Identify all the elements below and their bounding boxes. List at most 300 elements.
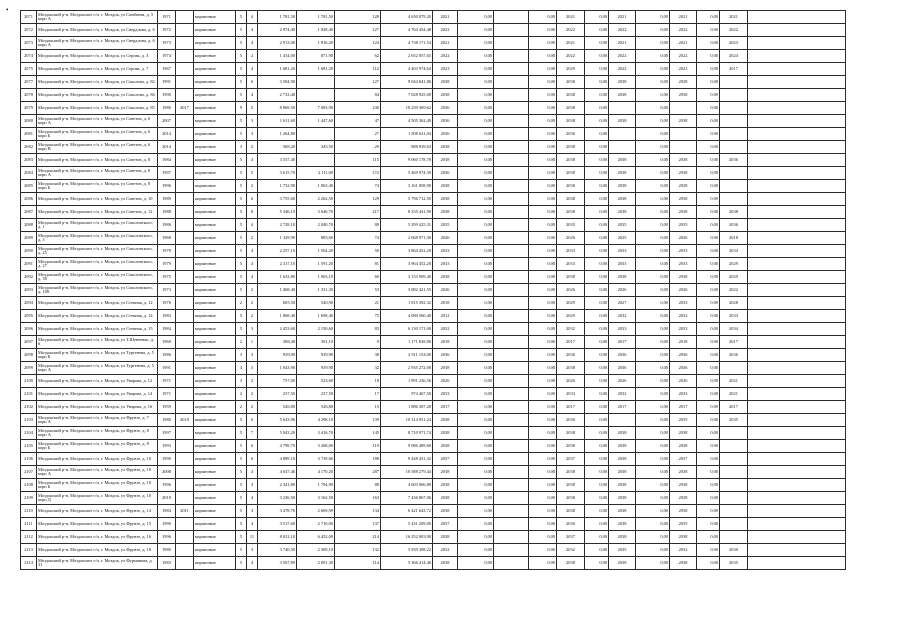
- cell-cost-e: 0,00: [697, 401, 720, 414]
- cell-address: Моздокский р-н, Моздокское г/п, г. Моздок, ул Фрунзе, д. 7 корп А: [37, 414, 158, 427]
- cell-estimated-cost: 9 448 431,32: [381, 453, 433, 466]
- cell-floors: 5: [236, 167, 247, 180]
- cell-cost-c: 0,00: [585, 427, 609, 440]
- cell-year-e: [720, 505, 748, 518]
- housing-register-table: [20, 10, 846, 570]
- cell-total-area: 4 637,46: [258, 466, 297, 479]
- cell-year-b: 2017: [557, 401, 585, 414]
- cell-year-b: 2029: [557, 63, 585, 76]
- cell-total-area: 2 733,40: [258, 89, 297, 102]
- cell-year-e: 2035: [720, 414, 748, 427]
- cell-estimated-cost: 5 939 308,22: [381, 544, 433, 557]
- cell-year-c: 2038: [609, 115, 636, 128]
- cell-floors: 5: [236, 479, 247, 492]
- cell-total-area: 3 236,50: [258, 492, 297, 505]
- cell-planned-year: 2038: [433, 414, 458, 427]
- cell-year-c: 2038: [609, 505, 636, 518]
- cell-living-area: 885,60: [297, 232, 335, 245]
- cell-floors: 5: [236, 492, 247, 505]
- cell-year-d: 2032: [670, 310, 697, 323]
- cell-cost-a: 0,00: [458, 219, 494, 232]
- cell-year-d: 2038: [670, 89, 697, 102]
- cell-year-renovated: [176, 24, 194, 37]
- cell-entrances: 4: [247, 24, 258, 37]
- cell-total-area: 2 913,00: [258, 37, 297, 50]
- cell-year-b: 2038: [557, 76, 585, 89]
- cell-row-number: 2113: [21, 544, 37, 557]
- cell-cost-c: 0,00: [585, 518, 609, 531]
- cell-cost-c: 0,00: [585, 102, 609, 115]
- cell-cost-c: 0,00: [585, 557, 609, 570]
- cell-year-b: 2026: [557, 232, 585, 245]
- cell-total-area: 8 021,10: [258, 531, 297, 544]
- table-row: [21, 557, 846, 570]
- cell-wall-material: кирпичные: [194, 557, 236, 570]
- cell-planned-year: 2038: [433, 271, 458, 284]
- cell-year-b: 2038: [557, 466, 585, 479]
- cell-year-b: 2038: [557, 479, 585, 492]
- cell-cost-a: 0,00: [458, 375, 494, 388]
- cell-wall-material: кирпичные: [194, 50, 236, 63]
- cell-year-renovated: [176, 401, 194, 414]
- cell-row-number: 2112: [21, 531, 37, 544]
- cell-residents: 115: [335, 154, 381, 167]
- cell-cost-b: 0,00: [529, 141, 557, 154]
- cell-year-renovated: [176, 37, 194, 50]
- cell-floors: 5: [236, 310, 247, 323]
- cell-living-area: 1 003,10: [297, 271, 335, 284]
- cell-floors: 5: [236, 76, 247, 89]
- table-row: [21, 336, 846, 349]
- cell-cost-b: 0,00: [529, 63, 557, 76]
- cell-living-area: 3 646,70: [297, 206, 335, 219]
- cell-planned-year: 2036: [433, 167, 458, 180]
- cell-wall-material: кирпичные: [194, 154, 236, 167]
- cell-year-built: 1996: [158, 180, 176, 193]
- cell-year-d: 2037: [670, 453, 697, 466]
- cell-living-area: 345,50: [297, 141, 335, 154]
- cell-floors: 5: [236, 557, 247, 570]
- cell-year-renovated: [176, 76, 194, 89]
- cell-cost-d: 0,00: [636, 102, 670, 115]
- cell-cost-e: 0,00: [697, 232, 720, 245]
- cell-row-number: 2075: [21, 63, 37, 76]
- cell-year-d: 2033: [670, 323, 697, 336]
- cell-cost-a: 0,00: [458, 128, 494, 141]
- cell-cost-e: 0,00: [697, 388, 720, 401]
- cell-year-built: 1986: [158, 102, 176, 115]
- cell-year-e: [720, 453, 748, 466]
- cell-year-built: 1990: [158, 89, 176, 102]
- cell-year-d: 2033: [670, 388, 697, 401]
- table-row: [21, 349, 846, 362]
- cell-empty-b: [748, 37, 846, 50]
- cell-year-c: 2022: [609, 24, 636, 37]
- cell-planned-year: 2035: [433, 219, 458, 232]
- cell-floors: 3: [236, 362, 247, 375]
- cell-wall-material: кирпичные: [194, 401, 236, 414]
- cell-living-area: 2 040,70: [297, 219, 335, 232]
- cell-estimated-cost: 8 335 441,90: [381, 206, 433, 219]
- cell-cost-e: 0,00: [697, 284, 720, 297]
- cell-floors: 2: [236, 388, 247, 401]
- cell-row-number: 2103: [21, 414, 37, 427]
- cell-planned-year: 2038: [433, 206, 458, 219]
- cell-floors: 5: [236, 89, 247, 102]
- cell-year-renovated: [176, 297, 194, 310]
- cell-row-number: 2092: [21, 271, 37, 284]
- cell-row-number: 2079: [21, 102, 37, 115]
- cell-row-number: 2110: [21, 505, 37, 518]
- cell-cost-a: 0,00: [458, 258, 494, 271]
- cell-planned-year: 2038: [433, 141, 458, 154]
- cell-year-b: 2030: [557, 518, 585, 531]
- cell-address: Моздокский р-н, Моздокское г/п, г. Моздок, ул Свердлова, д. 6 корп А: [37, 37, 158, 50]
- cell-year-built: 1993: [158, 440, 176, 453]
- cell-planned-year: 2038: [433, 76, 458, 89]
- cell-cost-b: 0,00: [529, 518, 557, 531]
- cell-empty-a: [494, 518, 529, 531]
- cell-wall-material: кирпичные: [194, 128, 236, 141]
- cell-empty-a: [494, 76, 529, 89]
- cell-estimated-cost: 4 403 974,64: [381, 63, 433, 76]
- cell-residents: 62: [335, 50, 381, 63]
- cell-estimated-cost: 10 314 951,24: [381, 414, 433, 427]
- cell-empty-a: [494, 362, 529, 375]
- cell-empty-b: [748, 349, 846, 362]
- cell-empty-a: [494, 466, 529, 479]
- cell-year-renovated: [176, 531, 194, 544]
- cell-row-number: 2107: [21, 466, 37, 479]
- cell-empty-b: [748, 518, 846, 531]
- cell-year-built: 2007: [158, 115, 176, 128]
- cell-total-area: 605,50: [258, 297, 297, 310]
- cell-planned-year: 2017: [433, 401, 458, 414]
- cell-row-number: 2088: [21, 219, 37, 232]
- cell-cost-b: 0,00: [529, 336, 557, 349]
- cell-year-c: 2036: [609, 362, 636, 375]
- cell-cost-c: 0,00: [585, 206, 609, 219]
- cell-address: Моздокский р-н, Моздокское г/п, г. Моздок, ул Уварова, д. 16: [37, 401, 158, 414]
- cell-cost-a: 0,00: [458, 76, 494, 89]
- cell-empty-b: [748, 128, 846, 141]
- cell-cost-a: 0,00: [458, 141, 494, 154]
- cell-cost-a: 0,00: [458, 24, 494, 37]
- cell-cost-c: 0,00: [585, 115, 609, 128]
- cell-year-e: [720, 141, 748, 154]
- cell-wall-material: кирпичные: [194, 115, 236, 128]
- cell-year-built: 1991: [158, 76, 176, 89]
- table-row: [21, 284, 846, 297]
- cell-row-number: 2106: [21, 453, 37, 466]
- cell-address: Моздокский р-н, Моздокское г/п, г. Моздок, ул Соколова, д. 82: [37, 76, 158, 89]
- cell-residents: 114: [335, 557, 381, 570]
- cell-cost-e: 0,00: [697, 375, 720, 388]
- cell-year-b: 2021: [557, 11, 585, 24]
- cell-floors: 2: [236, 401, 247, 414]
- cell-year-d: 2017: [670, 401, 697, 414]
- cell-entrances: 2: [247, 375, 258, 388]
- cell-empty-a: [494, 50, 529, 63]
- cell-cost-e: 0,00: [697, 453, 720, 466]
- cell-empty-b: [748, 232, 846, 245]
- cell-year-b: 2033: [557, 388, 585, 401]
- cell-row-number: 2101: [21, 388, 37, 401]
- cell-empty-b: [748, 141, 846, 154]
- cell-year-renovated: [176, 492, 194, 505]
- cell-empty-b: [748, 63, 846, 76]
- cell-entrances: 3: [247, 349, 258, 362]
- cell-estimated-cost: 4 650 079,20: [381, 11, 433, 24]
- cell-estimated-cost: 1 886 307,28: [381, 401, 433, 414]
- cell-wall-material: кирпичные: [194, 37, 236, 50]
- cell-wall-material: кирпичные: [194, 440, 236, 453]
- cell-cost-d: 0,00: [636, 518, 670, 531]
- cell-year-b: 2033: [557, 245, 585, 258]
- cell-cost-d: 0,00: [636, 245, 670, 258]
- cell-cost-e: 0,00: [697, 50, 720, 63]
- cell-living-area: 4 170,20: [297, 466, 335, 479]
- cell-planned-year: 2038: [433, 180, 458, 193]
- cell-living-area: [297, 154, 335, 167]
- cell-floors: 5: [236, 466, 247, 479]
- cell-floors: 5: [236, 63, 247, 76]
- cell-cost-d: 0,00: [636, 115, 670, 128]
- cell-year-renovated: [176, 154, 194, 167]
- cell-entrances: 4: [247, 271, 258, 284]
- cell-year-d: 2038: [670, 167, 697, 180]
- cell-row-number: 2111: [21, 518, 37, 531]
- cell-cost-c: 0,00: [585, 284, 609, 297]
- cell-floors: 5: [236, 128, 247, 141]
- cell-year-built: 1996: [158, 479, 176, 492]
- cell-empty-b: [748, 180, 846, 193]
- cell-living-area: 3 416,70: [297, 427, 335, 440]
- cell-year-c: 2035: [609, 219, 636, 232]
- cell-cost-d: 0,00: [636, 492, 670, 505]
- cell-year-built: 1973: [158, 284, 176, 297]
- cell-address: Моздокский р-н, Моздокское г/п, г. Моздок, ул Соколовского, д. 3: [37, 232, 158, 245]
- cell-row-number: 2098: [21, 349, 37, 362]
- cell-residents: 128: [335, 11, 381, 24]
- cell-address: Моздокский р-н, Моздокское г/п, г. Моздок, ул Фурманова, д. 31: [37, 557, 158, 570]
- cell-year-b: 2038: [557, 141, 585, 154]
- cell-cost-a: 0,00: [458, 544, 494, 557]
- cell-estimated-cost: 2 935 272,00: [381, 362, 433, 375]
- cell-cost-e: 0,00: [697, 349, 720, 362]
- cell-total-area: 1 611,60: [258, 115, 297, 128]
- cell-planned-year: 2033: [433, 245, 458, 258]
- cell-year-built: 1997: [158, 427, 176, 440]
- cell-cost-d: 0,00: [636, 284, 670, 297]
- table-row: [21, 440, 846, 453]
- cell-cost-c: 0,00: [585, 375, 609, 388]
- cell-estimated-cost: 5 299 425,31: [381, 219, 433, 232]
- cell-cost-e: 0,00: [697, 544, 720, 557]
- cell-empty-a: [494, 89, 529, 102]
- cell-year-built: 1968: [158, 232, 176, 245]
- cell-floors: 5: [236, 11, 247, 24]
- cell-living-area: 2 150,60: [297, 323, 335, 336]
- cell-cost-c: 0,00: [585, 466, 609, 479]
- cell-cost-a: 0,00: [458, 271, 494, 284]
- cell-cost-b: 0,00: [529, 440, 557, 453]
- cell-residents: 287: [335, 466, 381, 479]
- table-row: [21, 310, 846, 323]
- cell-year-b: 2038: [557, 271, 585, 284]
- cell-floors: 5: [236, 154, 247, 167]
- cell-cost-a: 0,00: [458, 401, 494, 414]
- cell-estimated-cost: 2 652 057,65: [381, 50, 433, 63]
- cell-cost-b: 0,00: [529, 258, 557, 271]
- cell-year-e: 2022: [720, 284, 748, 297]
- cell-year-e: [720, 115, 748, 128]
- cell-year-renovated: [176, 180, 194, 193]
- cell-entrances: 6: [247, 414, 258, 427]
- cell-year-built: 1980: [158, 414, 176, 427]
- table-row: [21, 427, 846, 440]
- cell-planned-year: 2023: [433, 63, 458, 76]
- cell-floors: 5: [236, 232, 247, 245]
- cell-cost-a: 0,00: [458, 115, 494, 128]
- cell-empty-b: [748, 24, 846, 37]
- cell-year-built: 1973: [158, 37, 176, 50]
- cell-empty-b: [748, 115, 846, 128]
- cell-cost-b: 0,00: [529, 37, 557, 50]
- cell-year-c: 2038: [609, 518, 636, 531]
- cell-cost-a: 0,00: [458, 440, 494, 453]
- cell-year-b: 2038: [557, 167, 585, 180]
- cell-empty-a: [494, 102, 529, 115]
- cell-estimated-cost: 9 060 178,78: [381, 154, 433, 167]
- cell-entrances: 4: [247, 37, 258, 50]
- cell-total-area: 3 615,70: [258, 167, 297, 180]
- cell-planned-year: 2038: [433, 89, 458, 102]
- cell-empty-a: [494, 479, 529, 492]
- cell-year-d: 2036: [670, 362, 697, 375]
- cell-wall-material: кирпичные: [194, 89, 236, 102]
- cell-cost-c: 0,00: [585, 141, 609, 154]
- cell-cost-d: 0,00: [636, 63, 670, 76]
- cell-floors: 5: [236, 180, 247, 193]
- cell-empty-b: [748, 466, 846, 479]
- cell-cost-e: 0,00: [697, 193, 720, 206]
- cell-cost-d: 0,00: [636, 375, 670, 388]
- cell-planned-year: 2036: [433, 102, 458, 115]
- cell-cost-d: 0,00: [636, 180, 670, 193]
- cell-wall-material: кирпичные: [194, 336, 236, 349]
- cell-address: Моздокский р-н, Моздокское г/п, г. Моздок, ул Фрунзе, д. 18: [37, 544, 158, 557]
- cell-year-renovated: [176, 89, 194, 102]
- cell-cost-e: 0,00: [697, 310, 720, 323]
- cell-year-b: 2038: [557, 440, 585, 453]
- cell-planned-year: 2038: [433, 362, 458, 375]
- cell-address: Моздокский р-н, Моздокское г/п, г. Моздок, ул Уварова, д. 14: [37, 388, 158, 401]
- cell-year-b: 2038: [557, 102, 585, 115]
- cell-total-area: 1 681,20: [258, 63, 297, 76]
- cell-estimated-cost: 4 505 362,49: [381, 115, 433, 128]
- cell-living-area: 2 001,30: [297, 557, 335, 570]
- cell-cost-b: 0,00: [529, 401, 557, 414]
- cell-planned-year: 2038: [433, 505, 458, 518]
- cell-year-built: 1978: [158, 245, 176, 258]
- cell-row-number: 2096: [21, 323, 37, 336]
- cell-empty-b: [748, 505, 846, 518]
- cell-empty-b: [748, 271, 846, 284]
- cell-cost-a: 0,00: [458, 557, 494, 570]
- cell-address: Моздокский р-н, Моздокское г/п, г. Моздок, ул Фрунзе, д. 8 корп Б: [37, 440, 158, 453]
- cell-row-number: 2086: [21, 193, 37, 206]
- cell-planned-year: 2018: [433, 297, 458, 310]
- cell-empty-b: [748, 297, 846, 310]
- cell-address: Моздокский р-н, Моздокское г/п, г. Моздок, ул Фрунзе, д. 10 корп Б: [37, 479, 158, 492]
- cell-year-c: 2038: [609, 492, 636, 505]
- cell-year-e: 2021: [720, 11, 748, 24]
- cell-cost-a: 0,00: [458, 154, 494, 167]
- cell-floors: 3: [236, 141, 247, 154]
- cell-cost-b: 0,00: [529, 24, 557, 37]
- cell-cost-b: 0,00: [529, 531, 557, 544]
- cell-planned-year: 2036: [433, 115, 458, 128]
- cell-cost-a: 0,00: [458, 414, 494, 427]
- cell-row-number: 2073: [21, 37, 37, 50]
- cell-empty-a: [494, 11, 529, 24]
- cell-cost-a: 0,00: [458, 310, 494, 323]
- cell-cost-b: 0,00: [529, 284, 557, 297]
- cell-floors: 5: [236, 37, 247, 50]
- cell-year-e: 2029: [720, 258, 748, 271]
- cell-cost-b: 0,00: [529, 492, 557, 505]
- cell-year-b: 2038: [557, 193, 585, 206]
- cell-planned-year: 2037: [433, 453, 458, 466]
- cell-residents: 119: [335, 440, 381, 453]
- cell-total-area: 3 478,76: [258, 505, 297, 518]
- table-row: [21, 375, 846, 388]
- cell-cost-b: 0,00: [529, 219, 557, 232]
- cell-estimated-cost: 7 028 925,00: [381, 89, 433, 102]
- cell-cost-d: 0,00: [636, 427, 670, 440]
- cell-year-e: [720, 193, 748, 206]
- cell-empty-a: [494, 219, 529, 232]
- cell-empty-a: [494, 427, 529, 440]
- cell-estimated-cost: 1 171 828,86: [381, 336, 433, 349]
- cell-total-area: 757,00: [258, 375, 297, 388]
- cell-year-c: 2035: [609, 544, 636, 557]
- cell-year-b: 2037: [557, 531, 585, 544]
- table-row: [21, 492, 846, 505]
- cell-estimated-cost: 3 082 421,55: [381, 284, 433, 297]
- cell-empty-b: [748, 479, 846, 492]
- cell-cost-e: 0,00: [697, 271, 720, 284]
- cell-year-d: 2038: [670, 271, 697, 284]
- cell-cost-d: 0,00: [636, 37, 670, 50]
- table-row: [21, 362, 846, 375]
- cell-year-d: 2033: [670, 297, 697, 310]
- cell-year-b: 2035: [557, 219, 585, 232]
- cell-address: Моздокский р-н, Моздокское г/п, г. Моздок, ул Т.Шевченко, д. 6: [37, 336, 158, 349]
- cell-row-number: 2094: [21, 297, 37, 310]
- cell-year-built: 1971: [158, 375, 176, 388]
- cell-year-renovated: [176, 466, 194, 479]
- cell-year-built: 1991: [158, 362, 176, 375]
- cell-estimated-cost: 18 239 369,62: [381, 102, 433, 115]
- cell-empty-a: [494, 284, 529, 297]
- table-row: [21, 219, 846, 232]
- cell-residents: 47: [335, 115, 381, 128]
- cell-cost-b: 0,00: [529, 297, 557, 310]
- cell-entrances: 2: [247, 388, 258, 401]
- cell-floors: 5: [236, 440, 247, 453]
